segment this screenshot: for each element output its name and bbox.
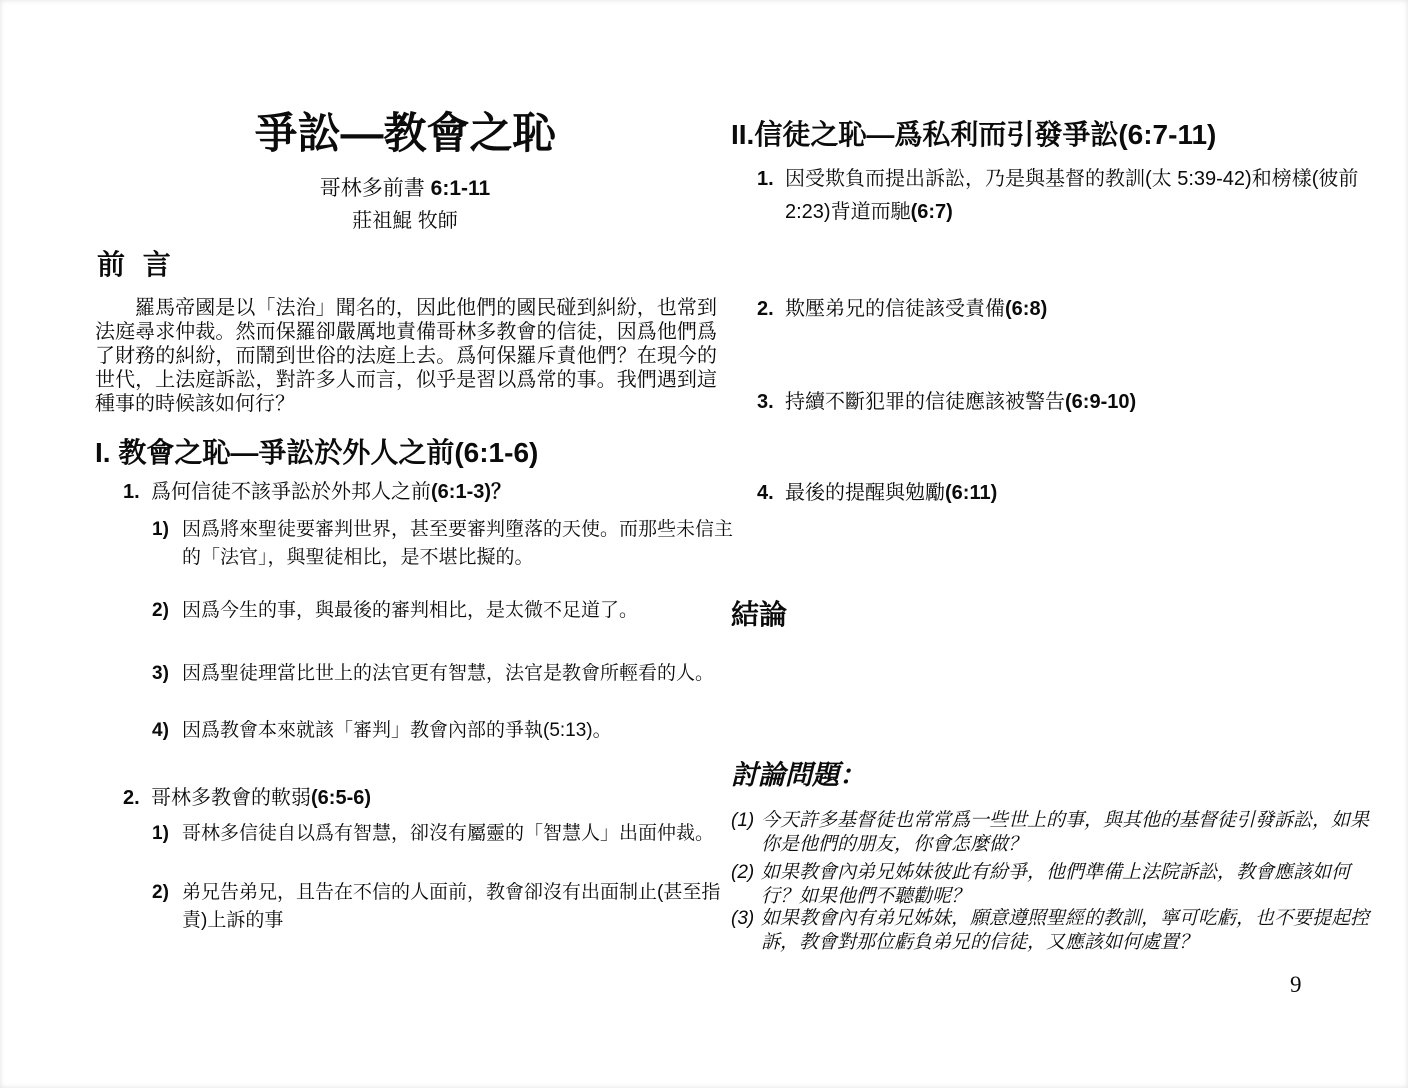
list-item [123, 785, 743, 811]
conclusion-heading: 結論 [731, 599, 788, 630]
item-label: 2) [152, 600, 169, 621]
item-text: 哥林多信徒自以爲有智慧，卻沒有屬靈的「智慧人」出面仲裁。 [182, 823, 715, 844]
item-label: 4. [757, 482, 774, 504]
doc-title: 爭訟—教會之恥 [254, 110, 556, 158]
subtitle-book: 哥林多前書 [319, 177, 425, 200]
list-item [757, 480, 1377, 506]
discussion-question [731, 809, 1383, 857]
sub-item [152, 597, 742, 625]
discussion-question [731, 907, 1383, 955]
sub-item [152, 820, 757, 848]
item-label: 3. [757, 391, 774, 413]
question-label: (1) [731, 810, 755, 831]
item-text: 持續不斷犯罪的信徒應該被警告 [785, 391, 1065, 413]
discussion-heading: 討論問題： [731, 760, 866, 790]
question-text: 如果教會內有弟兄姊妹，願意遵照聖經的教訓，寧可吃虧，也不要提起控訴，教會對那位虧負弟兄的信徒，又應該如何處置？ [761, 908, 1370, 953]
list-item [757, 389, 1377, 415]
doc-subtitle [95, 172, 715, 202]
item-label: 4) [152, 720, 169, 741]
sub-item [152, 660, 757, 688]
question-label: (2) [731, 862, 755, 883]
question-text: 今天許多基督徒也常常爲一些世上的事，與其他的基督徒引發訴訟，如果你是他們的朋友，你會怎麼做？ [761, 810, 1370, 855]
item-label: 2) [152, 882, 169, 903]
item-label: 2. [123, 787, 140, 809]
section-2-heading: II.信徒之恥—爲私利而引發爭訟(6:7-11) [731, 119, 1217, 150]
item-text: 因受欺負而提出訴訟，乃是與基督的教訓(太 5:39-42)和榜樣(彼前 2:23)背道而馳 [785, 168, 1359, 223]
sub-item [152, 717, 742, 745]
item-ref: (6:11) [945, 482, 998, 504]
item-label: 2. [757, 298, 774, 320]
item-ref: (6:7) [910, 201, 953, 223]
sub-item [152, 879, 742, 935]
item-text: 欺壓弟兄的信徒該受責備 [785, 298, 1005, 320]
item-text: 最後的提醒與勉勵 [785, 482, 945, 504]
item-text: 因爲聖徒理當比世上的法官更有智慧，法官是教會所輕看的人。 [182, 663, 715, 684]
list-item [123, 479, 743, 505]
item-ref: (6:1-3)？ [431, 481, 512, 503]
item-label: 1. [123, 481, 140, 503]
item-label: 1) [152, 823, 169, 844]
list-item [757, 296, 1377, 322]
item-text: 因爲今生的事，與最後的審判相比，是太微不足道了。 [182, 600, 639, 621]
page-number: 9 [1290, 972, 1302, 997]
section-1-heading: I. 教會之恥—爭訟於外人之前(6:1-6) [95, 437, 539, 468]
discussion-question [731, 861, 1383, 909]
question-label: (3) [731, 908, 755, 929]
item-ref: (6:9-10) [1065, 391, 1137, 413]
intro-heading: 前 言 [97, 249, 171, 280]
doc-author: 莊祖鯤 牧師 [352, 210, 458, 232]
item-label: 3) [152, 663, 169, 684]
sub-item [152, 516, 742, 572]
item-text: 哥林多教會的軟弱 [151, 787, 311, 809]
list-item [757, 163, 1377, 229]
item-ref: (6:5-6) [311, 787, 372, 809]
item-text: 爲何信徒不該爭訟於外邦人之前 [151, 481, 431, 503]
item-text: 因爲將來聖徒要審判世界，甚至要審判墮落的天使。而那些未信主的「法官」，與聖徒相比，是不堪比擬的。 [182, 519, 734, 568]
question-text: 如果教會內弟兄姊妹彼此有紛爭，他們準備上法院訴訟，教會應該如何行？如果他們不聽勸呢？ [761, 862, 1351, 907]
item-text: 因爲教會本來就該「審判」教會內部的爭執(5:13)。 [182, 720, 612, 741]
item-ref: (6:8) [1005, 298, 1048, 320]
item-label: 1) [152, 519, 169, 540]
item-label: 1. [757, 168, 774, 190]
subtitle-scripture-ref: 6:1-11 [430, 177, 491, 200]
intro-paragraph: 羅馬帝國是以「法治」聞名的，因此他們的國民碰到糾紛，也常到法庭尋求仲裁。然而保羅卻嚴厲地責備哥林多教會的信徒，因爲他們爲了財務的糾紛，而鬧到世俗的法庭上去。爲何保羅斥責他們？在現今的世代，上法庭訴訟，對許多人而言，似乎是習以爲常的事。我們遇到這種事的時候該如何行？ [95, 297, 717, 415]
item-text: 弟兄告弟兄，且告在不信的人面前，教會卻沒有出面制止(甚至指責)上訴的事 [182, 882, 721, 931]
